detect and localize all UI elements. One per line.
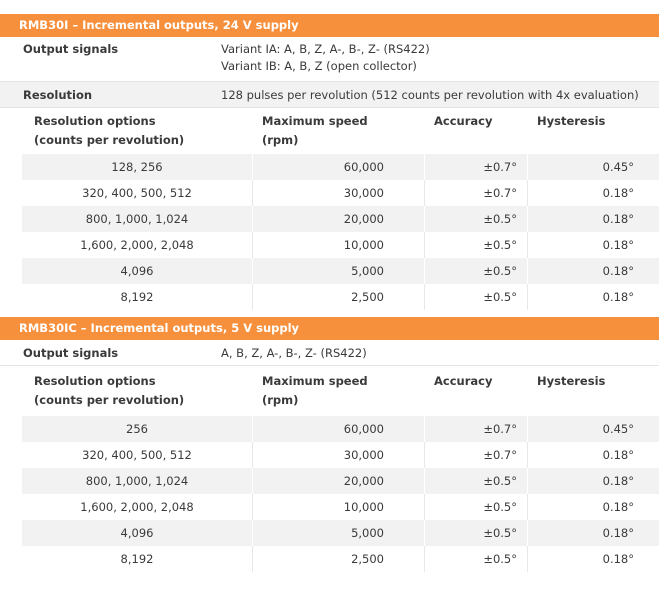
cell-accuracy: ±0.5° [425,232,528,258]
header-text: (rpm) [262,133,299,147]
cell-resolution: 320, 400, 500, 512 [22,180,253,206]
spec-page [0,14,659,572]
table-row [22,442,659,468]
output-signals-value [221,41,659,81]
cell-resolution: 1,600, 2,000, 2,048 [22,494,253,520]
cell-resolution: 8,192 [22,546,253,572]
cell-speed: 30,000 [253,442,425,468]
col-header-hysteresis: Hysteresis [537,374,606,388]
header-text: Resolution options [34,374,156,388]
cell-accuracy: ±0.5° [425,494,528,520]
cell-speed: 10,000 [253,494,425,520]
table-row [22,520,659,546]
section-title: RMB30I – Incremental outputs, 24 V supply [0,14,659,37]
table-row [22,180,659,206]
cell-accuracy: ±0.5° [425,206,528,232]
cell-speed: 20,000 [253,206,425,232]
cell-speed: 60,000 [253,416,425,442]
cell-hysteresis: 0.18° [602,500,634,514]
resolution-value: 128 pulses per revolution (512 counts per revolution with 4x evaluation) [221,88,639,102]
cell-hysteresis: 0.18° [602,212,634,226]
col-header-speed [253,368,425,416]
cell-resolution: 800, 1,000, 1,024 [22,468,253,494]
cell-accuracy: ±0.5° [425,284,528,310]
output-signals-row [0,340,659,366]
cell-speed: 2,500 [253,284,425,310]
table-row [22,416,659,442]
table-row [22,494,659,520]
cell-hysteresis: 0.18° [602,474,634,488]
col-header-accuracy: Accuracy [425,108,528,154]
table-body [22,154,659,310]
table-row [22,546,659,572]
section-rmb30i [0,14,659,310]
table-header-row [22,366,659,416]
section-rmb30ic [0,317,659,572]
cell-accuracy: ±0.7° [425,180,528,206]
cell-resolution: 800, 1,000, 1,024 [22,206,253,232]
cell-speed: 10,000 [253,232,425,258]
header-text: Maximum speed [262,374,368,388]
table-row [22,206,659,232]
cell-hysteresis: 0.18° [602,290,634,304]
cell-accuracy: ±0.5° [425,546,528,572]
cell-hysteresis: 0.18° [602,238,634,252]
resolution-label: Resolution [23,88,93,102]
cell-speed: 60,000 [253,154,425,180]
cell-speed: 20,000 [253,468,425,494]
col-header-accuracy: Accuracy [425,368,528,416]
cell-accuracy: ±0.7° [425,416,528,442]
col-header-resolution [22,108,253,154]
table-body [22,416,659,572]
output-signals-label: Output signals [23,42,119,56]
cell-resolution: 128, 256 [22,154,253,180]
cell-hysteresis: 0.18° [602,552,634,566]
cell-resolution: 320, 400, 500, 512 [22,442,253,468]
header-text: (rpm) [262,393,299,407]
cell-resolution: 8,192 [22,284,253,310]
cell-speed: 5,000 [253,520,425,546]
table-row [22,258,659,284]
cell-accuracy: ±0.5° [425,520,528,546]
cell-resolution: 4,096 [22,258,253,284]
output-signals-label: Output signals [23,346,119,360]
col-header-hysteresis: Hysteresis [537,114,606,128]
cell-accuracy: ±0.5° [425,258,528,284]
col-header-speed [253,108,425,154]
table-row [22,468,659,494]
output-signals-line: Variant IA: A, B, Z, A-, B-, Z- (RS422) [221,42,430,56]
output-signals-line: Variant IB: A, B, Z (open collector) [221,59,417,73]
col-header-resolution [22,368,253,416]
table-row [22,154,659,180]
table-row [22,284,659,310]
cell-resolution: 256 [22,416,253,442]
cell-hysteresis: 0.45° [602,422,634,436]
header-text: (counts per revolution) [34,393,185,407]
cell-resolution: 1,600, 2,000, 2,048 [22,232,253,258]
cell-resolution: 4,096 [22,520,253,546]
cell-accuracy: ±0.7° [425,154,528,180]
output-signals-row [0,37,659,82]
cell-hysteresis: 0.45° [602,160,634,174]
resolution-table [22,108,659,310]
cell-accuracy: ±0.7° [425,442,528,468]
table-header-row [22,108,659,154]
cell-hysteresis: 0.18° [602,264,634,278]
header-text: Maximum speed [262,114,368,128]
header-text: (counts per revolution) [34,133,185,147]
cell-hysteresis: 0.18° [602,186,634,200]
header-text: Resolution options [34,114,156,128]
cell-speed: 2,500 [253,546,425,572]
cell-hysteresis: 0.18° [602,448,634,462]
output-signals-value: A, B, Z, A-, B-, Z- (RS422) [221,346,367,360]
cell-speed: 5,000 [253,258,425,284]
cell-speed: 30,000 [253,180,425,206]
section-title: RMB30IC – Incremental outputs, 5 V supply [0,317,659,340]
cell-hysteresis: 0.18° [602,526,634,540]
resolution-row [0,82,659,108]
table-row [22,232,659,258]
cell-accuracy: ±0.5° [425,468,528,494]
resolution-table [22,366,659,572]
